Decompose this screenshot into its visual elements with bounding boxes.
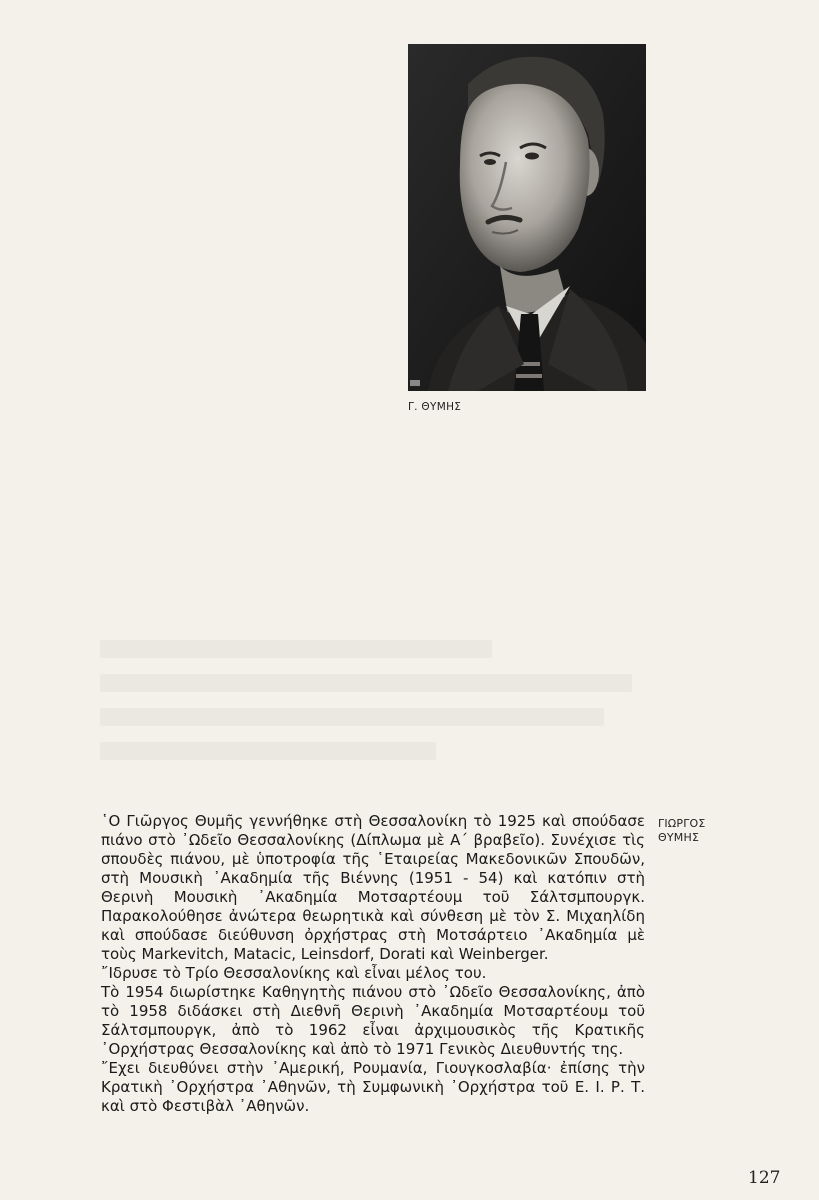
bleed-through-text [100, 640, 660, 790]
biography-text [101, 812, 645, 1116]
biography-paragraph: Τὸ 1954 διωρίστηκε Καθηγητὴς πιάνου στὸ ᾿Ωδεῖο Θεσσαλονίκης, ἀπὸ τὸ 1958 διδάσκει στὴ Διεθνῆ Θερινὴ ᾿Ακαδημία Μοτσαρτέουμ τοῦ Σάλτσμπουργκ, ἀπὸ τὸ 1962 εἶναι ἀρχιμουσικὸς τῆς Κρατικῆς ᾿Ορχήστρας Θεσσαλονίκης καὶ ἀπὸ τὸ 1971 Γενικὸς Διευθυντής της. [101, 983, 645, 1058]
side-heading-first-name: ΓΙΩΡΓΟΣ [658, 817, 706, 830]
photo-caption: Γ. ΘΥΜΗΣ [408, 401, 462, 413]
biography-paragraph: ῎Ιδρυσε τὸ Τρίο Θεσσαλονίκης καὶ εἶναι μέλος του. [101, 964, 487, 982]
biography-paragraph: ῎Εχει διευθύνει στὴν ᾿Αμερική, Ρουμανία, Γιουγκοσλαβία· ἐπίσης τὴν Κρατικὴ ᾿Ορχήστρα ᾿Αθηνῶν, τὴ Συμφωνικὴ ᾿Ορχήστρα τοῦ Ε. Ι. Ρ. Τ. καὶ στὸ Φεστιβὰλ ᾿Αθηνῶν. [101, 1059, 645, 1115]
page-number: 127 [748, 1168, 781, 1188]
portrait-image [408, 44, 646, 391]
side-heading [658, 817, 706, 845]
portrait-photo [408, 44, 646, 391]
side-heading-surname: ΘΥΜΗΣ [658, 831, 700, 844]
biography-paragraph: ῾Ο Γιῶργος Θυμῆς γεννήθηκε στὴ Θεσσαλονίκη τὸ 1925 καὶ σπούδασε πιάνο στὸ ᾿Ωδεῖο Θεσσαλονίκης (Δίπλωμα μὲ Α΄ βραβεῖο). Συνέχισε τὶς σπουδὲς πιάνου, μὲ ὑποτροφία τῆς ῾Εταιρείας Μακεδονικῶν Σπουδῶν, στὴ Μουσικὴ ᾿Ακαδημία τῆς Βιέννης (1951 - 54) καὶ κατόπιν στὴ Θερινὴ Μουσικὴ ᾿Ακαδημία Μοτσαρτέουμ τοῦ Σάλτσμπουργκ. Παρακολούθησε ἀνώτερα θεωρητικὰ καὶ σύνθεση μὲ τὸν Σ. Μιχαηλίδη καὶ σπούδασε διεύθυνση ὀρχήστρας στὴ Μοτσάρτειο ᾿Ακαδημία μὲ τοὺς Markevitch, Matacic, Leinsdorf, Dorati καὶ Weinberger. [101, 812, 645, 963]
